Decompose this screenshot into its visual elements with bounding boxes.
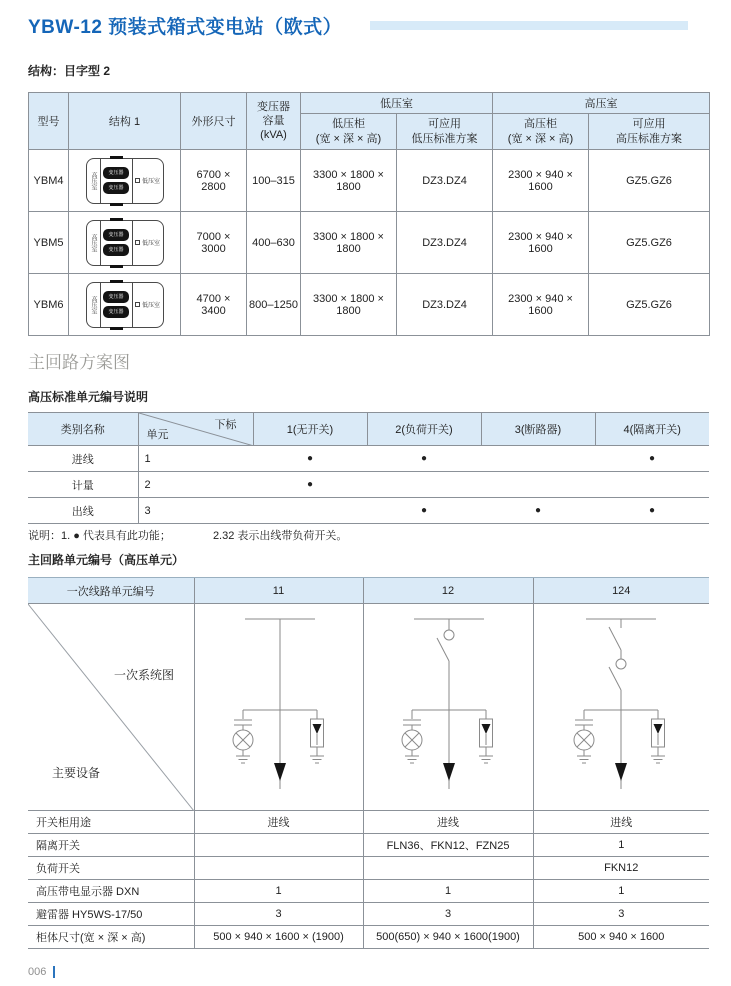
transformer-compartment: [101, 283, 133, 327]
transformer-block: 变压器: [103, 291, 129, 303]
category-cell: 进线: [28, 446, 138, 472]
value-cell: [363, 857, 533, 880]
structure-cell: [69, 274, 181, 336]
mark-cell: ●: [253, 446, 367, 472]
substation-structure-diagram: [86, 158, 164, 204]
transformer-block: 变压器: [103, 167, 129, 179]
spec-table: [28, 92, 710, 336]
row-label: 高压带电显示器 DXN: [28, 880, 194, 903]
lv-scheme-cell: DZ3.DZ4: [397, 274, 493, 336]
capacity-cell: 800–1250: [247, 274, 301, 336]
model-cell: YBM6: [29, 274, 69, 336]
lv-square-icon: [135, 302, 140, 307]
row-label: 避雷器 HY5WS-17/50: [28, 903, 194, 926]
value-cell: [194, 857, 363, 880]
hv-scheme-cell: GZ5.GZ6: [589, 212, 710, 274]
lv-cabinet-cell: 3300 × 1800 × 1800: [301, 212, 397, 274]
mark-cell: ●: [367, 498, 481, 524]
unit-row-outgoing: [28, 498, 709, 524]
value-cell: 1: [533, 834, 709, 857]
single-line-diagram-11: [194, 604, 363, 811]
row-label: 柜体尺寸(宽 × 深 × 高): [28, 926, 194, 949]
title-decoration-bar: [370, 21, 688, 30]
capacity-cell: 400–630: [247, 212, 301, 274]
col-header-breaker: 3(断路器): [481, 413, 595, 446]
value-cell: FLN36、FKN12、FZN25: [363, 834, 533, 857]
unit-cell: 1: [138, 446, 253, 472]
circuit-row-voltage-indicator: [28, 880, 709, 903]
mark-cell: [367, 472, 481, 498]
value-cell: 进线: [194, 811, 363, 834]
page-footer: [28, 966, 55, 978]
spec-row-ybm5: [29, 212, 710, 274]
transformer-block: 变压器: [103, 182, 129, 194]
spec-row-ybm4: [29, 150, 710, 212]
value-cell: 3: [533, 903, 709, 926]
col-header-structure: 结构 1: [69, 93, 181, 150]
mark-cell: [253, 498, 367, 524]
unit-row-metering: [28, 472, 709, 498]
transformer-block: 变压器: [103, 229, 129, 241]
value-cell: 进线: [533, 811, 709, 834]
col-header-dimensions: 外形尺寸: [181, 93, 247, 150]
spec-row-ybm6: [29, 274, 710, 336]
row-label: 开关柜用途: [28, 811, 194, 834]
lv-scheme-cell: DZ3.DZ4: [397, 150, 493, 212]
lv-scheme-cell: DZ3.DZ4: [397, 212, 493, 274]
single-line-diagram-124: [533, 604, 709, 811]
lv-square-icon: [135, 178, 140, 183]
category-cell: 出线: [28, 498, 138, 524]
hv-room-compartment: 高压室: [87, 283, 101, 327]
mark-cell: ●: [367, 446, 481, 472]
col-header-load-switch: 2(负荷开关): [367, 413, 481, 446]
col-header-category: 类别名称: [28, 413, 138, 446]
page-title: YBW-12 预装式箱式变电站（欧式）: [28, 17, 343, 38]
value-cell: FKN12: [533, 857, 709, 880]
model-cell: YBM4: [29, 150, 69, 212]
category-cell: 计量: [28, 472, 138, 498]
circuit-diagram-row: [28, 604, 709, 811]
dimensions-cell: 4700 × 3400: [181, 274, 247, 336]
mark-cell: ●: [595, 446, 709, 472]
circuit-row-usage: [28, 811, 709, 834]
transformer-bushing-top: [110, 156, 123, 159]
value-cell: 3: [363, 903, 533, 926]
hv-cabinet-cell: 2300 × 940 × 1600: [493, 150, 589, 212]
value-cell: 1: [533, 880, 709, 903]
col-header-hv-room: 高压室: [493, 93, 710, 114]
col-header-unit-11: 11: [194, 578, 363, 604]
value-cell: 进线: [363, 811, 533, 834]
substation-structure-diagram: [86, 220, 164, 266]
row-label: 负荷开关: [28, 857, 194, 880]
mark-cell: [481, 446, 595, 472]
spec-table-container: [28, 92, 710, 336]
mark-cell: ●: [481, 498, 595, 524]
col-header-no-switch: 1(无开关): [253, 413, 367, 446]
model-cell: YBM5: [29, 212, 69, 274]
single-line-diagram-12: [363, 604, 533, 811]
value-cell: 500 × 940 × 1600 × (1900): [194, 926, 363, 949]
unit-numbering-table: [28, 412, 709, 524]
value-cell: 3: [194, 903, 363, 926]
mark-cell: [481, 472, 595, 498]
hv-cabinet-cell: 2300 × 940 × 1600: [493, 212, 589, 274]
mark-cell: ●: [595, 498, 709, 524]
hv-room-compartment: 高压室: [87, 159, 101, 203]
circuit-row-arrester: [28, 903, 709, 926]
circuit-row-load-switch: [28, 857, 709, 880]
subheading-hv-unit-numbering: 高压标准单元编号说明: [28, 390, 149, 404]
col-header-isolator: 4(隔离开关): [595, 413, 709, 446]
circuit-diagram-11: [195, 605, 365, 809]
transformer-compartment: [101, 159, 133, 203]
col-header-circuit-unit-number: 一次线路单元编号: [28, 578, 194, 604]
unit-cell: 2: [138, 472, 253, 498]
row-label: 隔离开关: [28, 834, 194, 857]
structure-cell: [69, 212, 181, 274]
mark-cell: ●: [253, 472, 367, 498]
transformer-compartment: [101, 221, 133, 265]
transformer-block: 变压器: [103, 244, 129, 256]
value-cell: 500 × 940 × 1600: [533, 926, 709, 949]
table-note: 说明：1. ● 代表具有此功能； 2.32 表示出线带负荷开关。: [28, 530, 348, 542]
circuit-row-cabinet-size: [28, 926, 709, 949]
transformer-bushing-bottom: [110, 203, 123, 206]
structure-type-label: 结构：目字型 2: [28, 64, 111, 78]
lv-room-compartment: 低压室: [133, 221, 163, 265]
lv-cabinet-cell: 3300 × 1800 × 1800: [301, 150, 397, 212]
circuit-row-isolator: [28, 834, 709, 857]
unit-cell: 3: [138, 498, 253, 524]
capacity-cell: 100–315: [247, 150, 301, 212]
unit-row-incoming: [28, 446, 709, 472]
col-header-lv-room: 低压室: [301, 93, 493, 114]
col-header-hv-cabinet: 高压柜 (宽 × 深 × 高): [493, 114, 589, 150]
transformer-bushing-bottom: [110, 327, 123, 330]
col-header-capacity: 变压器 容量 (kVA): [247, 93, 301, 150]
hv-cabinet-cell: 2300 × 940 × 1600: [493, 274, 589, 336]
unit-table-container: [28, 412, 709, 524]
structure-cell: [69, 150, 181, 212]
hv-scheme-cell: GZ5.GZ6: [589, 274, 710, 336]
value-cell: 1: [194, 880, 363, 903]
hv-scheme-cell: GZ5.GZ6: [589, 150, 710, 212]
col-header-lv-cabinet: 低压柜 (宽 × 深 × 高): [301, 114, 397, 150]
diagonal-label-cell: 一次系统图 主要设备: [28, 604, 194, 811]
col-header-model: 型号: [29, 93, 69, 150]
page-number: 006: [28, 966, 47, 978]
col-header-lv-scheme: 可应用 低压标准方案: [397, 114, 493, 150]
dimensions-cell: 7000 × 3000: [181, 212, 247, 274]
diagonal-header-cell: 下标 单元: [138, 413, 253, 446]
col-header-unit-12: 12: [363, 578, 533, 604]
section-heading-main-circuit: 主回路方案图: [28, 353, 130, 372]
circuit-table: [28, 577, 709, 949]
circuit-diagram-12: [364, 605, 534, 809]
value-cell: [194, 834, 363, 857]
circuit-diagram-124: [536, 605, 706, 809]
hv-room-compartment: 高压室: [87, 221, 101, 265]
lv-cabinet-cell: 3300 × 1800 × 1800: [301, 274, 397, 336]
value-cell: 500(650) × 940 × 1600(1900): [363, 926, 533, 949]
transformer-bushing-top: [110, 280, 123, 283]
footer-divider-bar: [53, 966, 55, 978]
transformer-block: 变压器: [103, 306, 129, 318]
subheading-circuit-unit-numbering: 主回路单元编号（高压单元）: [28, 553, 185, 567]
col-header-unit-124: 124: [533, 578, 709, 604]
substation-structure-diagram: [86, 282, 164, 328]
value-cell: 1: [363, 880, 533, 903]
lv-square-icon: [135, 240, 140, 245]
transformer-bushing-top: [110, 218, 123, 221]
col-header-hv-scheme: 可应用 高压标准方案: [589, 114, 710, 150]
dimensions-cell: 6700 × 2800: [181, 150, 247, 212]
circuit-table-container: [28, 577, 709, 949]
mark-cell: [595, 472, 709, 498]
lv-room-compartment: 低压室: [133, 283, 163, 327]
lv-room-compartment: 低压室: [133, 159, 163, 203]
transformer-bushing-bottom: [110, 265, 123, 268]
